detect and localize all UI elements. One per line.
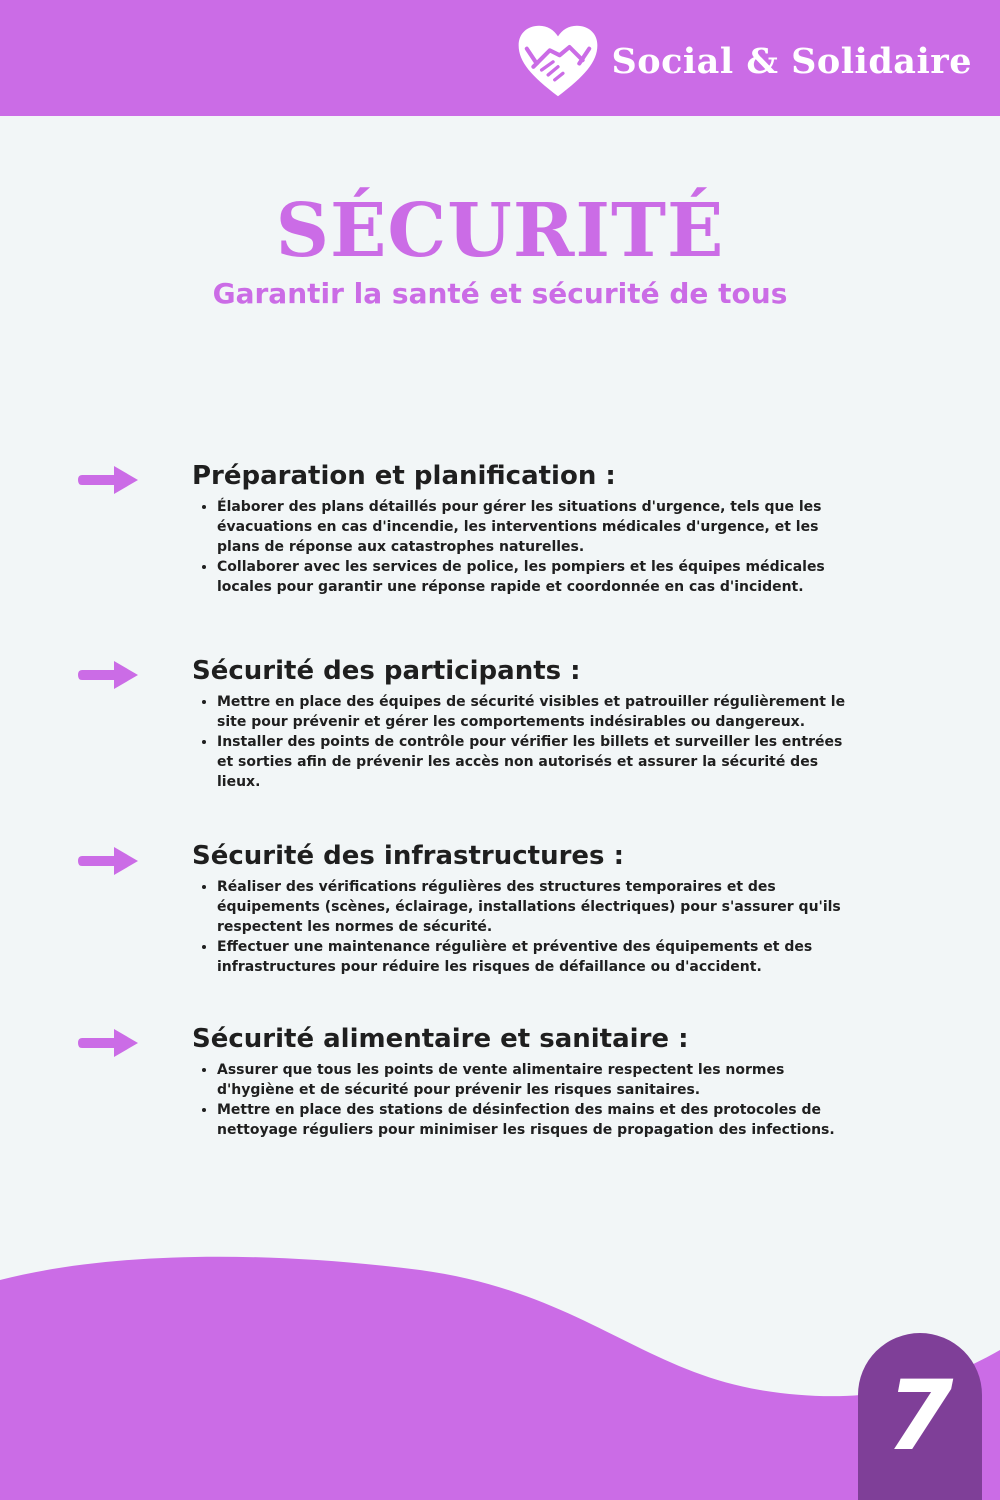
list-item: Installer des points de contrôle pour vérifier les billets et surveiller les entrées et sorties afin de prévenir les accès non autorisés et assurer la sécurité des lieux.	[200, 732, 860, 792]
list-item: Mettre en place des stations de désinfection des mains et des protocoles de nettoyage réguliers pour minimiser les risques de propagation des infections.	[200, 1100, 860, 1140]
heart-handshake-icon	[517, 24, 599, 98]
page-subtitle: Garantir la santé et sécurité de tous	[212, 277, 788, 310]
page-number: 7	[886, 1360, 954, 1472]
page-title: SÉCURITÉ	[275, 188, 725, 274]
arrow-right-icon	[78, 1027, 140, 1059]
arrow-right-icon	[78, 659, 140, 691]
section-heading: Sécurité des participants :	[192, 656, 581, 686]
list-item: Effectuer une maintenance régulière et préventive des équipements et des infrastructures pour réduire les risques de défaillance ou d'accident.	[200, 937, 860, 977]
list-item: Réaliser des vérifications régulières des structures temporaires et des équipements (scènes, éclairage, installations électriques) pour s'assurer qu'ils respectent les normes de sécurité.	[200, 877, 860, 937]
footer-wave	[0, 1250, 1000, 1500]
brand-name: Social & Solidaire	[611, 40, 972, 82]
list-item: Collaborer avec les services de police, les pompiers et les équipes médicales locales pour garantir une réponse rapide et coordonnée en cas d'incident.	[200, 557, 860, 597]
brand	[517, 26, 972, 96]
page-number-badge	[858, 1333, 982, 1500]
list-item: Élaborer des plans détaillés pour gérer les situations d'urgence, tels que les évacuations en cas d'incendie, les interventions médicales d'urgence, et les plans de réponse aux catastrophes naturelles.	[200, 497, 860, 557]
arrow-right-icon	[78, 845, 140, 877]
bullet-list	[200, 692, 860, 792]
section-heading: Préparation et planification :	[192, 461, 616, 491]
bullet-list	[200, 497, 860, 597]
header-bar	[0, 0, 1000, 116]
bullet-list	[200, 1060, 860, 1140]
arrow-right-icon	[78, 464, 140, 496]
list-item: Mettre en place des équipes de sécurité visibles et patrouiller régulièrement le site pour prévenir et gérer les comportements indésirables ou dangereux.	[200, 692, 860, 732]
bullet-list	[200, 877, 860, 977]
section-heading: Sécurité alimentaire et sanitaire :	[192, 1024, 689, 1054]
section-heading: Sécurité des infrastructures :	[192, 841, 624, 871]
list-item: Assurer que tous les points de vente alimentaire respectent les normes d'hygiène et de sécurité pour prévenir les risques sanitaires.	[200, 1060, 860, 1100]
